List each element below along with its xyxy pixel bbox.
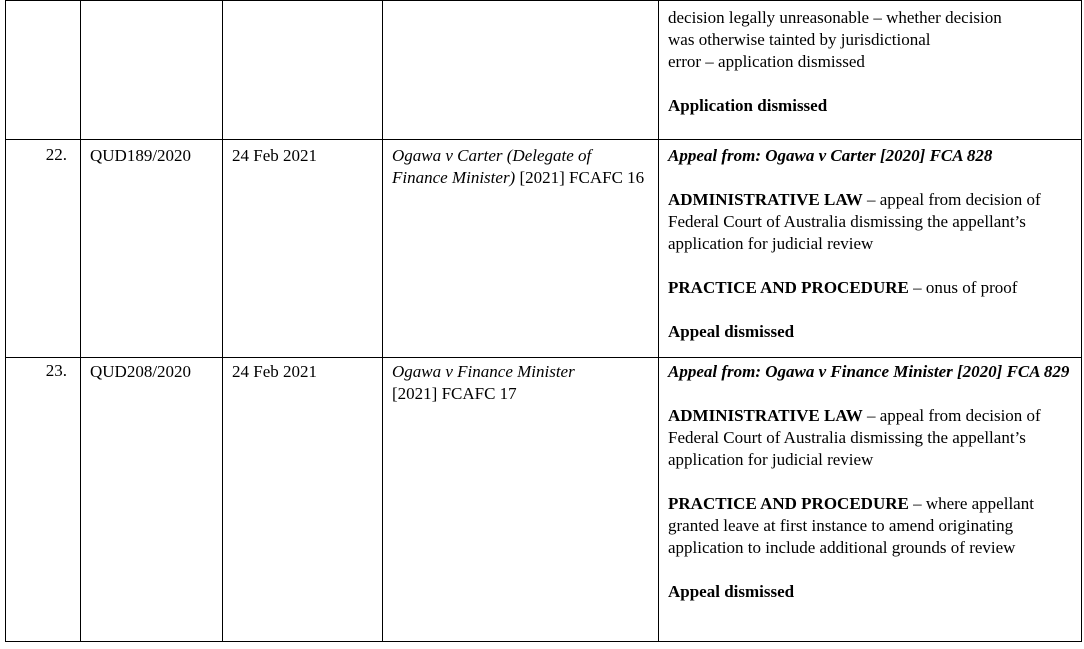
summary-cell <box>659 140 1082 358</box>
date-cell <box>223 358 383 642</box>
topic-text: – appeal from decision of Federal Court of Australia dismissing the appellant’s application for judicial review <box>668 190 1041 253</box>
summary-cell <box>659 1 1082 140</box>
judgment-date: 24 Feb 2021 <box>232 362 317 381</box>
appeal-from-text: Appeal from: Ogawa v Finance Minister [2020] FCA 829 <box>668 362 1070 381</box>
case-name-cell <box>383 358 659 642</box>
summary-continuation-line: was otherwise tainted by jurisdictional <box>668 30 931 49</box>
case-citation: [2021] FCAFC 17 <box>392 384 517 403</box>
summary-cell <box>659 358 1082 642</box>
file-number: QUD189/2020 <box>90 146 192 165</box>
judgments-table <box>5 0 1082 642</box>
case-name: Ogawa v Finance Minister <box>392 362 575 381</box>
summary-continuation-line: decision legally unreasonable – whether decision <box>668 8 1002 27</box>
result-text: Application dismissed <box>668 96 828 115</box>
date-cell <box>223 140 383 358</box>
topic-heading: PRACTICE AND PROCEDURE <box>668 494 909 513</box>
row-number: 22. <box>45 145 67 164</box>
result-text: Appeal dismissed <box>668 322 795 341</box>
case-name: Ogawa v Carter (Delegate of Finance Minister) <box>392 146 592 187</box>
judgment-date: 24 Feb 2021 <box>232 146 317 165</box>
date-cell <box>223 1 383 140</box>
table-row <box>6 1 1082 140</box>
case-name-cell <box>383 1 659 140</box>
topic-heading: PRACTICE AND PROCEDURE <box>668 278 909 297</box>
topic-heading: ADMINISTRATIVE LAW <box>668 190 863 209</box>
topic-text: – where appellant granted leave at first instance to amend originating application to include additional grounds of review <box>668 494 1034 557</box>
topic-text: – appeal from decision of Federal Court of Australia dismissing the appellant’s application for judicial review <box>668 406 1041 469</box>
case-name-cell <box>383 140 659 358</box>
table-row <box>6 140 1082 358</box>
file-number-cell <box>81 358 223 642</box>
topic-text: – onus of proof <box>908 278 1018 297</box>
file-number: QUD208/2020 <box>90 362 192 381</box>
appeal-from-text: Appeal from: Ogawa v Carter [2020] FCA 828 <box>668 146 993 165</box>
topic-heading: ADMINISTRATIVE LAW <box>668 406 863 425</box>
table-row <box>6 358 1082 642</box>
summary-continuation-line: error – application dismissed <box>668 52 865 71</box>
row-number-cell <box>6 358 81 642</box>
row-number-cell <box>6 1 81 140</box>
row-number: 23. <box>45 361 67 380</box>
row-number-cell <box>6 140 81 358</box>
file-number-cell <box>81 1 223 140</box>
file-number-cell <box>81 140 223 358</box>
result-text: Appeal dismissed <box>668 582 795 601</box>
case-citation: [2021] FCAFC 16 <box>515 168 645 187</box>
